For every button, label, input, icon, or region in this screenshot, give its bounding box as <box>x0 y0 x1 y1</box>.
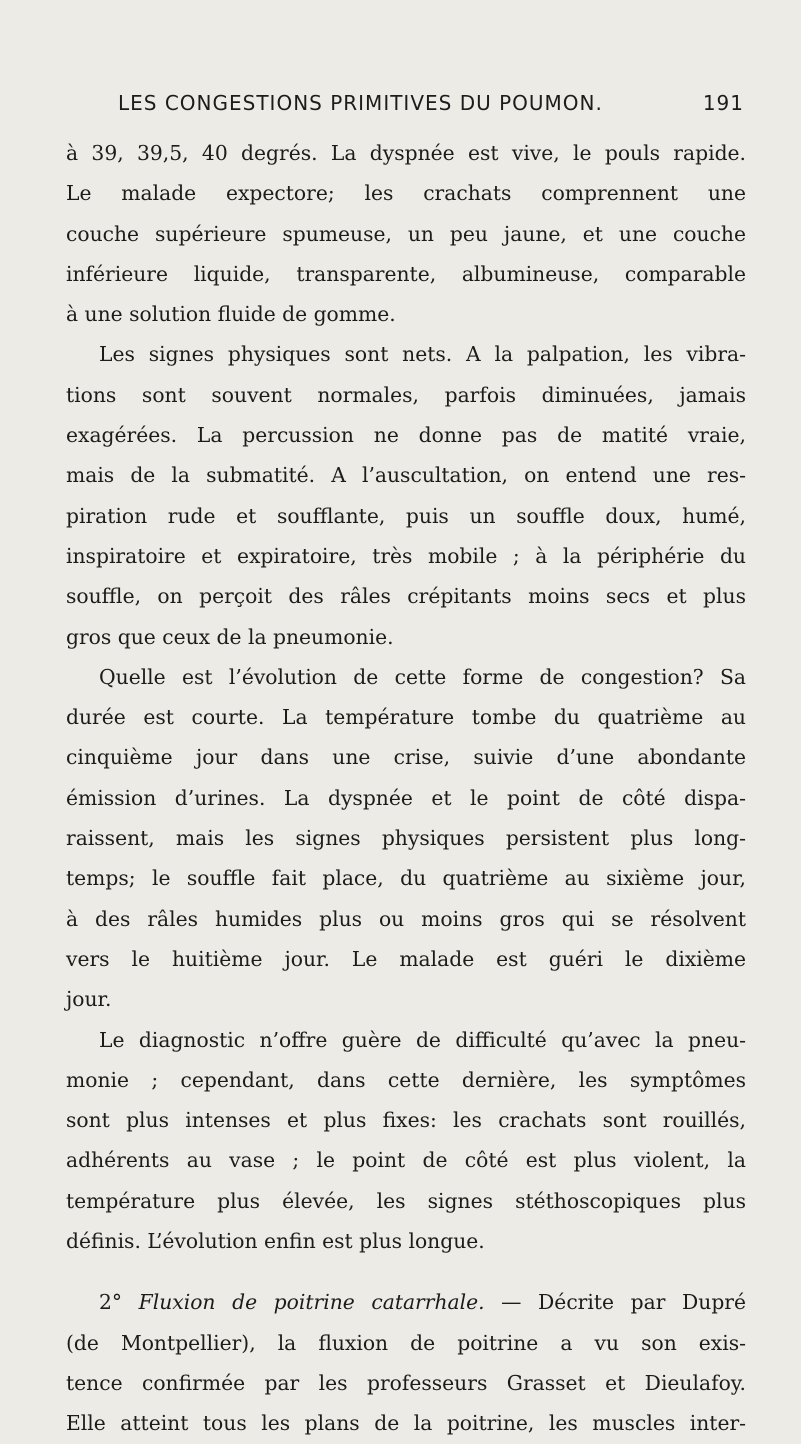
text-line: Le diagnostic n’offre guère de difficulté qu’avec la pneu- <box>99 1027 746 1052</box>
text-line: souffle, on perçoit des râles crépitants moins secs et plus <box>66 584 746 609</box>
text-line: couche supérieure spumeuse, un peu jaune, et une couche <box>66 221 746 246</box>
text-line: Le malade expectore; les crachats comprennent une <box>66 181 746 206</box>
text-line: Les signes physiques sont nets. A la palpation, les vibra- <box>99 342 746 367</box>
body-text <box>66 133 746 1444</box>
paragraph-gap <box>66 1261 746 1282</box>
text-line: gros que ceux de la pneumonie. <box>66 624 394 649</box>
text-line: vers le huitième jour. Le malade est guéri le dixième <box>66 946 746 971</box>
page-number: 191 <box>702 91 744 115</box>
text-line: exagérées. La percussion ne donne pas de matité vraie, <box>66 423 746 448</box>
text-line: raissent, mais les signes physiques persistent plus long- <box>66 826 746 851</box>
text-line: Elle atteint tous les plans de la poitrine, les muscles inter- <box>66 1411 746 1436</box>
section-intro: — Décrite par Dupré <box>484 1290 746 1315</box>
text-line: durée est courte. La température tombe du quatrième au <box>66 705 746 730</box>
running-head <box>118 86 744 120</box>
text-line: à 39, 39,5, 40 degrés. La dyspnée est vive, le pouls rapide. <box>66 141 746 165</box>
text-line: temps; le souffle fait place, du quatrième au sixième jour, <box>66 866 746 891</box>
text-line: température plus élevée, les signes stéthoscopiques plus <box>66 1188 746 1213</box>
text-line: Quelle est l’évolution de cette forme de congestion? Sa <box>99 664 746 689</box>
text-line: monie ; cependant, dans cette dernière, les symptômes <box>66 1067 746 1092</box>
text-line: inférieure liquide, transparente, albumineuse, comparable <box>66 261 746 286</box>
section-number: 2° <box>99 1290 139 1315</box>
section-title: Fluxion de poitrine catarrhale. <box>138 1290 485 1315</box>
text-line: jour. <box>66 987 112 1012</box>
text-line: à des râles humides plus ou moins gros qui se résolvent <box>66 906 746 931</box>
text-line: piration rude et soufflante, puis un souffle doux, humé, <box>66 503 746 528</box>
text-line: à une solution fluide de gomme. <box>66 302 396 327</box>
text-line: adhérents au vase ; le point de côté est plus violent, la <box>66 1148 746 1173</box>
section-heading-line <box>66 1282 746 1322</box>
text-line: inspiratoire et expiratoire, très mobile ; à la périphérie du <box>66 543 746 568</box>
text-line: sont plus intenses et plus fixes: les crachats sont rouillés, <box>66 1108 746 1133</box>
text-line: définis. L’évolution enfin est plus longue. <box>66 1229 485 1254</box>
text-line: (de Montpellier), la fluxion de poitrine a vu son exis- <box>66 1330 746 1355</box>
text-line: tions sont souvent normales, parfois diminuées, jamais <box>66 382 746 407</box>
text-line: tence confirmée par les professeurs Grasset et Dieulafoy. <box>66 1370 746 1395</box>
text-line: cinquième jour dans une crise, suivie d’une abondante <box>66 745 746 770</box>
text-line: émission d’urines. La dyspnée et le point de côté dispa- <box>66 785 746 810</box>
text-line: mais de la submatité. A l’auscultation, on entend une res- <box>66 463 746 488</box>
chapter-title: LES CONGESTIONS PRIMITIVES DU POUMON. <box>118 91 603 115</box>
